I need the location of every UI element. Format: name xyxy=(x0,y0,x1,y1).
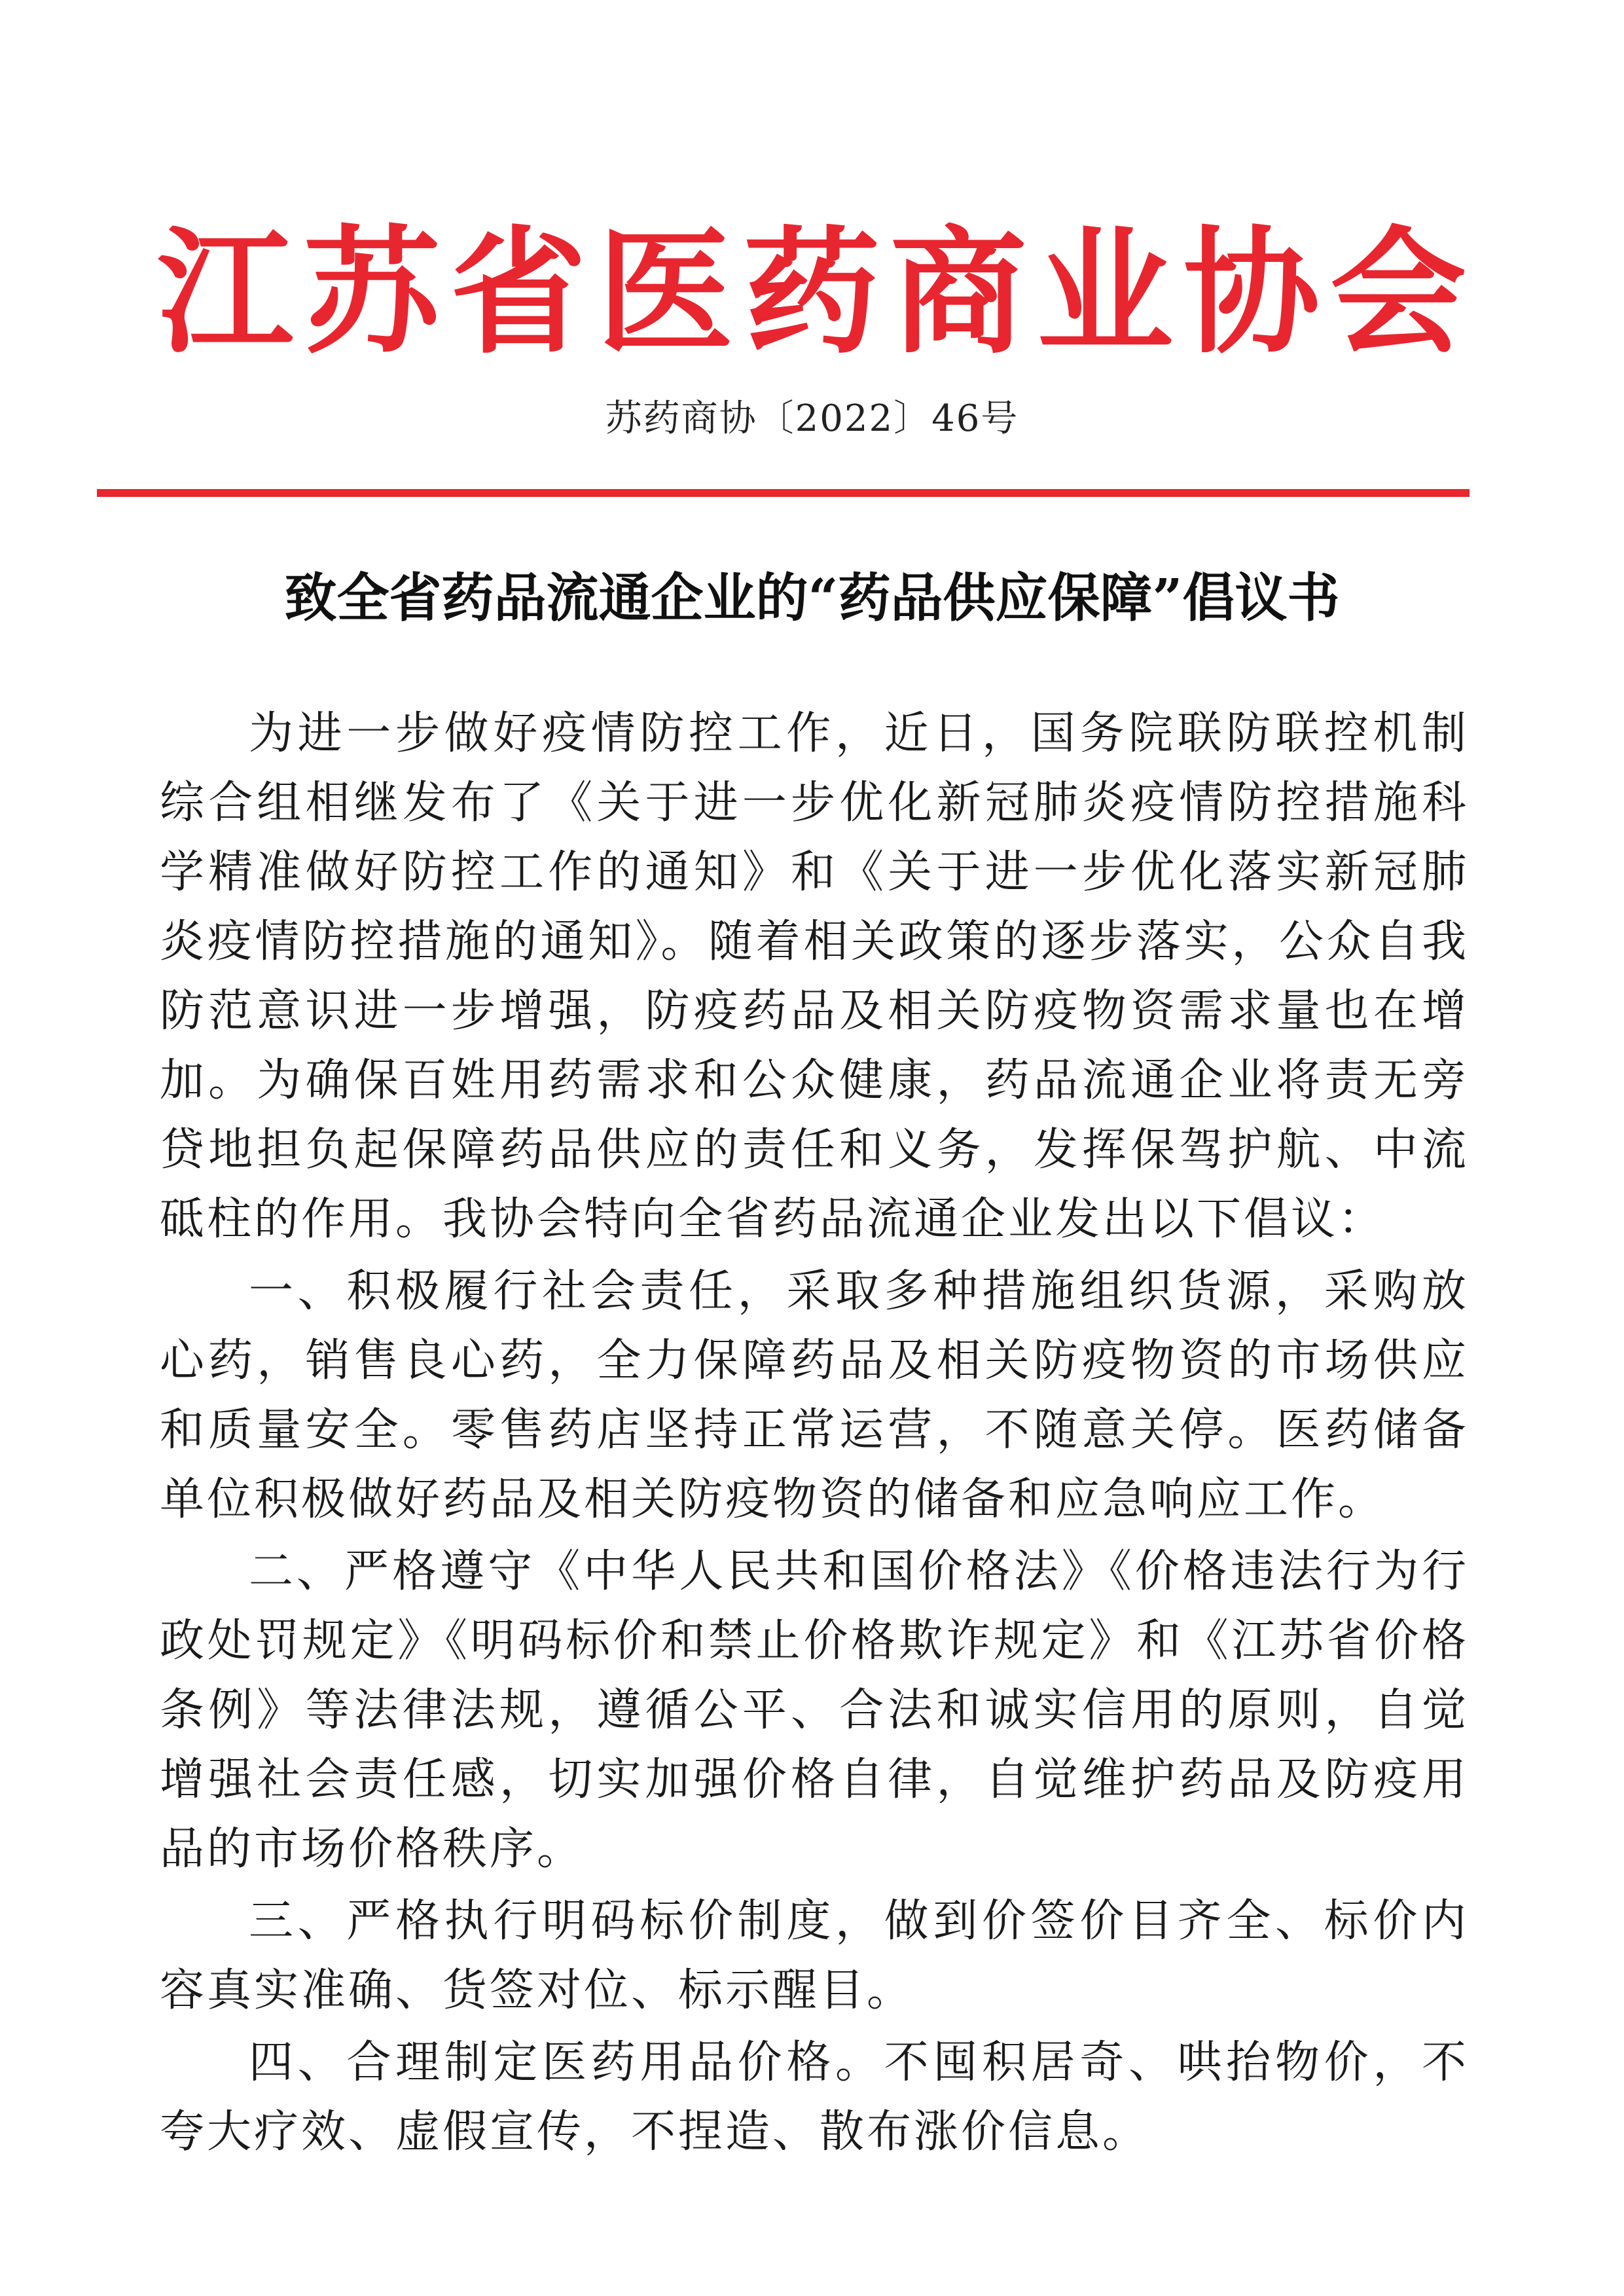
document-number: 苏药商协〔2022〕46号 xyxy=(605,397,1019,440)
letterhead-divider xyxy=(97,489,1470,497)
body-paragraph-item-4: 四、合理制定医药用品价格。不囤积居奇、哄抬物价，不夸大疗效、虚假宣传，不捏造、散布涨价信息。 xyxy=(160,2037,1469,2158)
body-paragraph-intro: 为进一步做好疫情防控工作，近日，国务院联防联控机制综合组相继发布了《关于进一步优化新冠肺炎疫情防控措施科学精准做好防控工作的通知》和《关于进一步优化落实新冠肺炎疫情防控措施的通知》。随着相关政策的逐步落实，公众自我防范意识进一步增强，防疫药品及相关防疫物资需求量也在增加。为确保百姓用药需求和公众健康，药品流通企业将责无旁贷地担负起保障药品供应的责任和义务，发挥保驾护航、中流砥柱的作用。我协会特向全省药品流通企业发出以下倡议： xyxy=(160,708,1469,1245)
organization-letterhead: 江苏省医药商业协会 xyxy=(157,214,1477,373)
body-paragraph-item-1: 一、积极履行社会责任，采取多种措施组织货源，采购放心药，销售良心药，全力保障药品及相关防疫物资的市场供应和质量安全。零售药店坚持正常运营，不随意关停。医药储备单位积极做好药品及相关防疫物资的储备和应急响应工作。 xyxy=(160,1266,1469,1525)
body-paragraph-item-2: 二、严格遵守《中华人民共和国价格法》《价格违法行为行政处罚规定》《明码标价和禁止价格欺诈规定》和《江苏省价格条例》等法律法规，遵循公平、合法和诚实信用的原则，自觉增强社会责任感，切实加强价格自律，自觉维护药品及防疫用品的市场价格秩序。 xyxy=(160,1546,1469,1875)
document-title: 致全省药品流通企业的“药品供应保障”倡议书 xyxy=(284,567,1340,629)
body-paragraph-item-3: 三、严格执行明码标价制度，做到价签价目齐全、标价内容真实准确、货签对位、标示醒目。 xyxy=(160,1895,1469,2016)
document-body xyxy=(160,699,1469,2167)
